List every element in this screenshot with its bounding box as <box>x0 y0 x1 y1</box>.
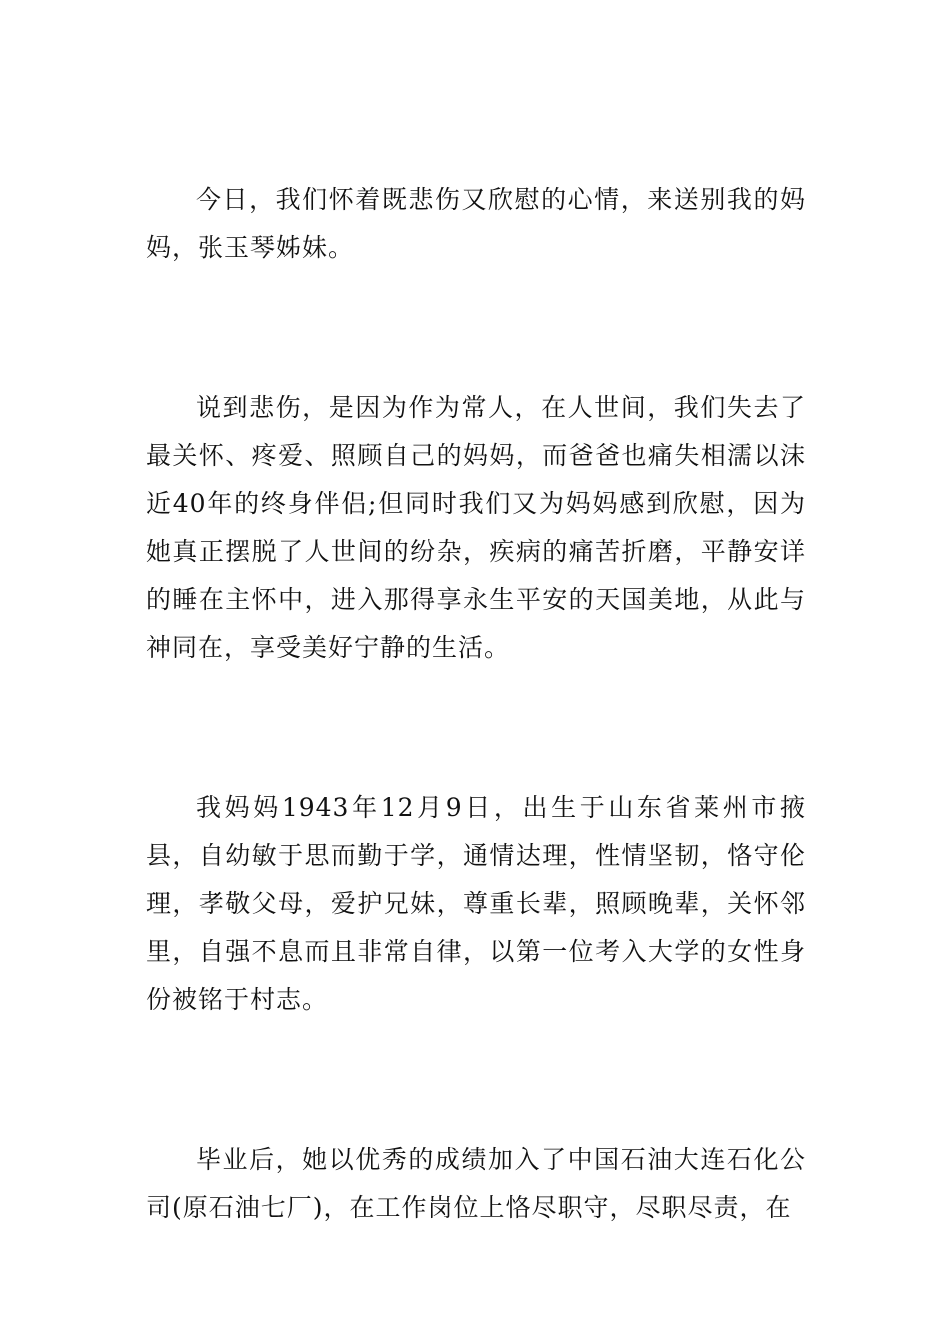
paragraph-2: 说到悲伤，是因为作为常人，在人世间，我们失去了最关怀、疼爱、照顾自己的妈妈，而爸爸也痛失相濡以沫近40年的终身伴侣;但同时我们又为妈妈感到欣慰，因为她真正摆脱了人世间的纷杂，疾病的痛苦折磨，平静安详的睡在主怀中，进入那得享永生平安的天国美地，从此与神同在，享受美好宁静的生活。 <box>146 393 806 662</box>
paragraph-1: 今日，我们怀着既悲伤又欣慰的心情，来送别我的妈妈，张玉琴姊妹。 <box>146 185 806 262</box>
document-body <box>146 176 806 1232</box>
paragraph-4: 毕业后，她以优秀的成绩加入了中国石油大连石化公司(原石油七厂)，在工作岗位上恪尽职守，尽职尽责，在 <box>146 1145 806 1222</box>
paragraph-3: 我妈妈1943年12月9日，出生于山东省莱州市掖县，自幼敏于思而勤于学，通情达理，性情坚韧，恪守伦理，孝敬父母，爱护兄妹，尊重长辈，照顾晚辈，关怀邻里，自强不息而且非常自律，以第一位考入大学的女性身份被铭于村志。 <box>146 793 806 1014</box>
